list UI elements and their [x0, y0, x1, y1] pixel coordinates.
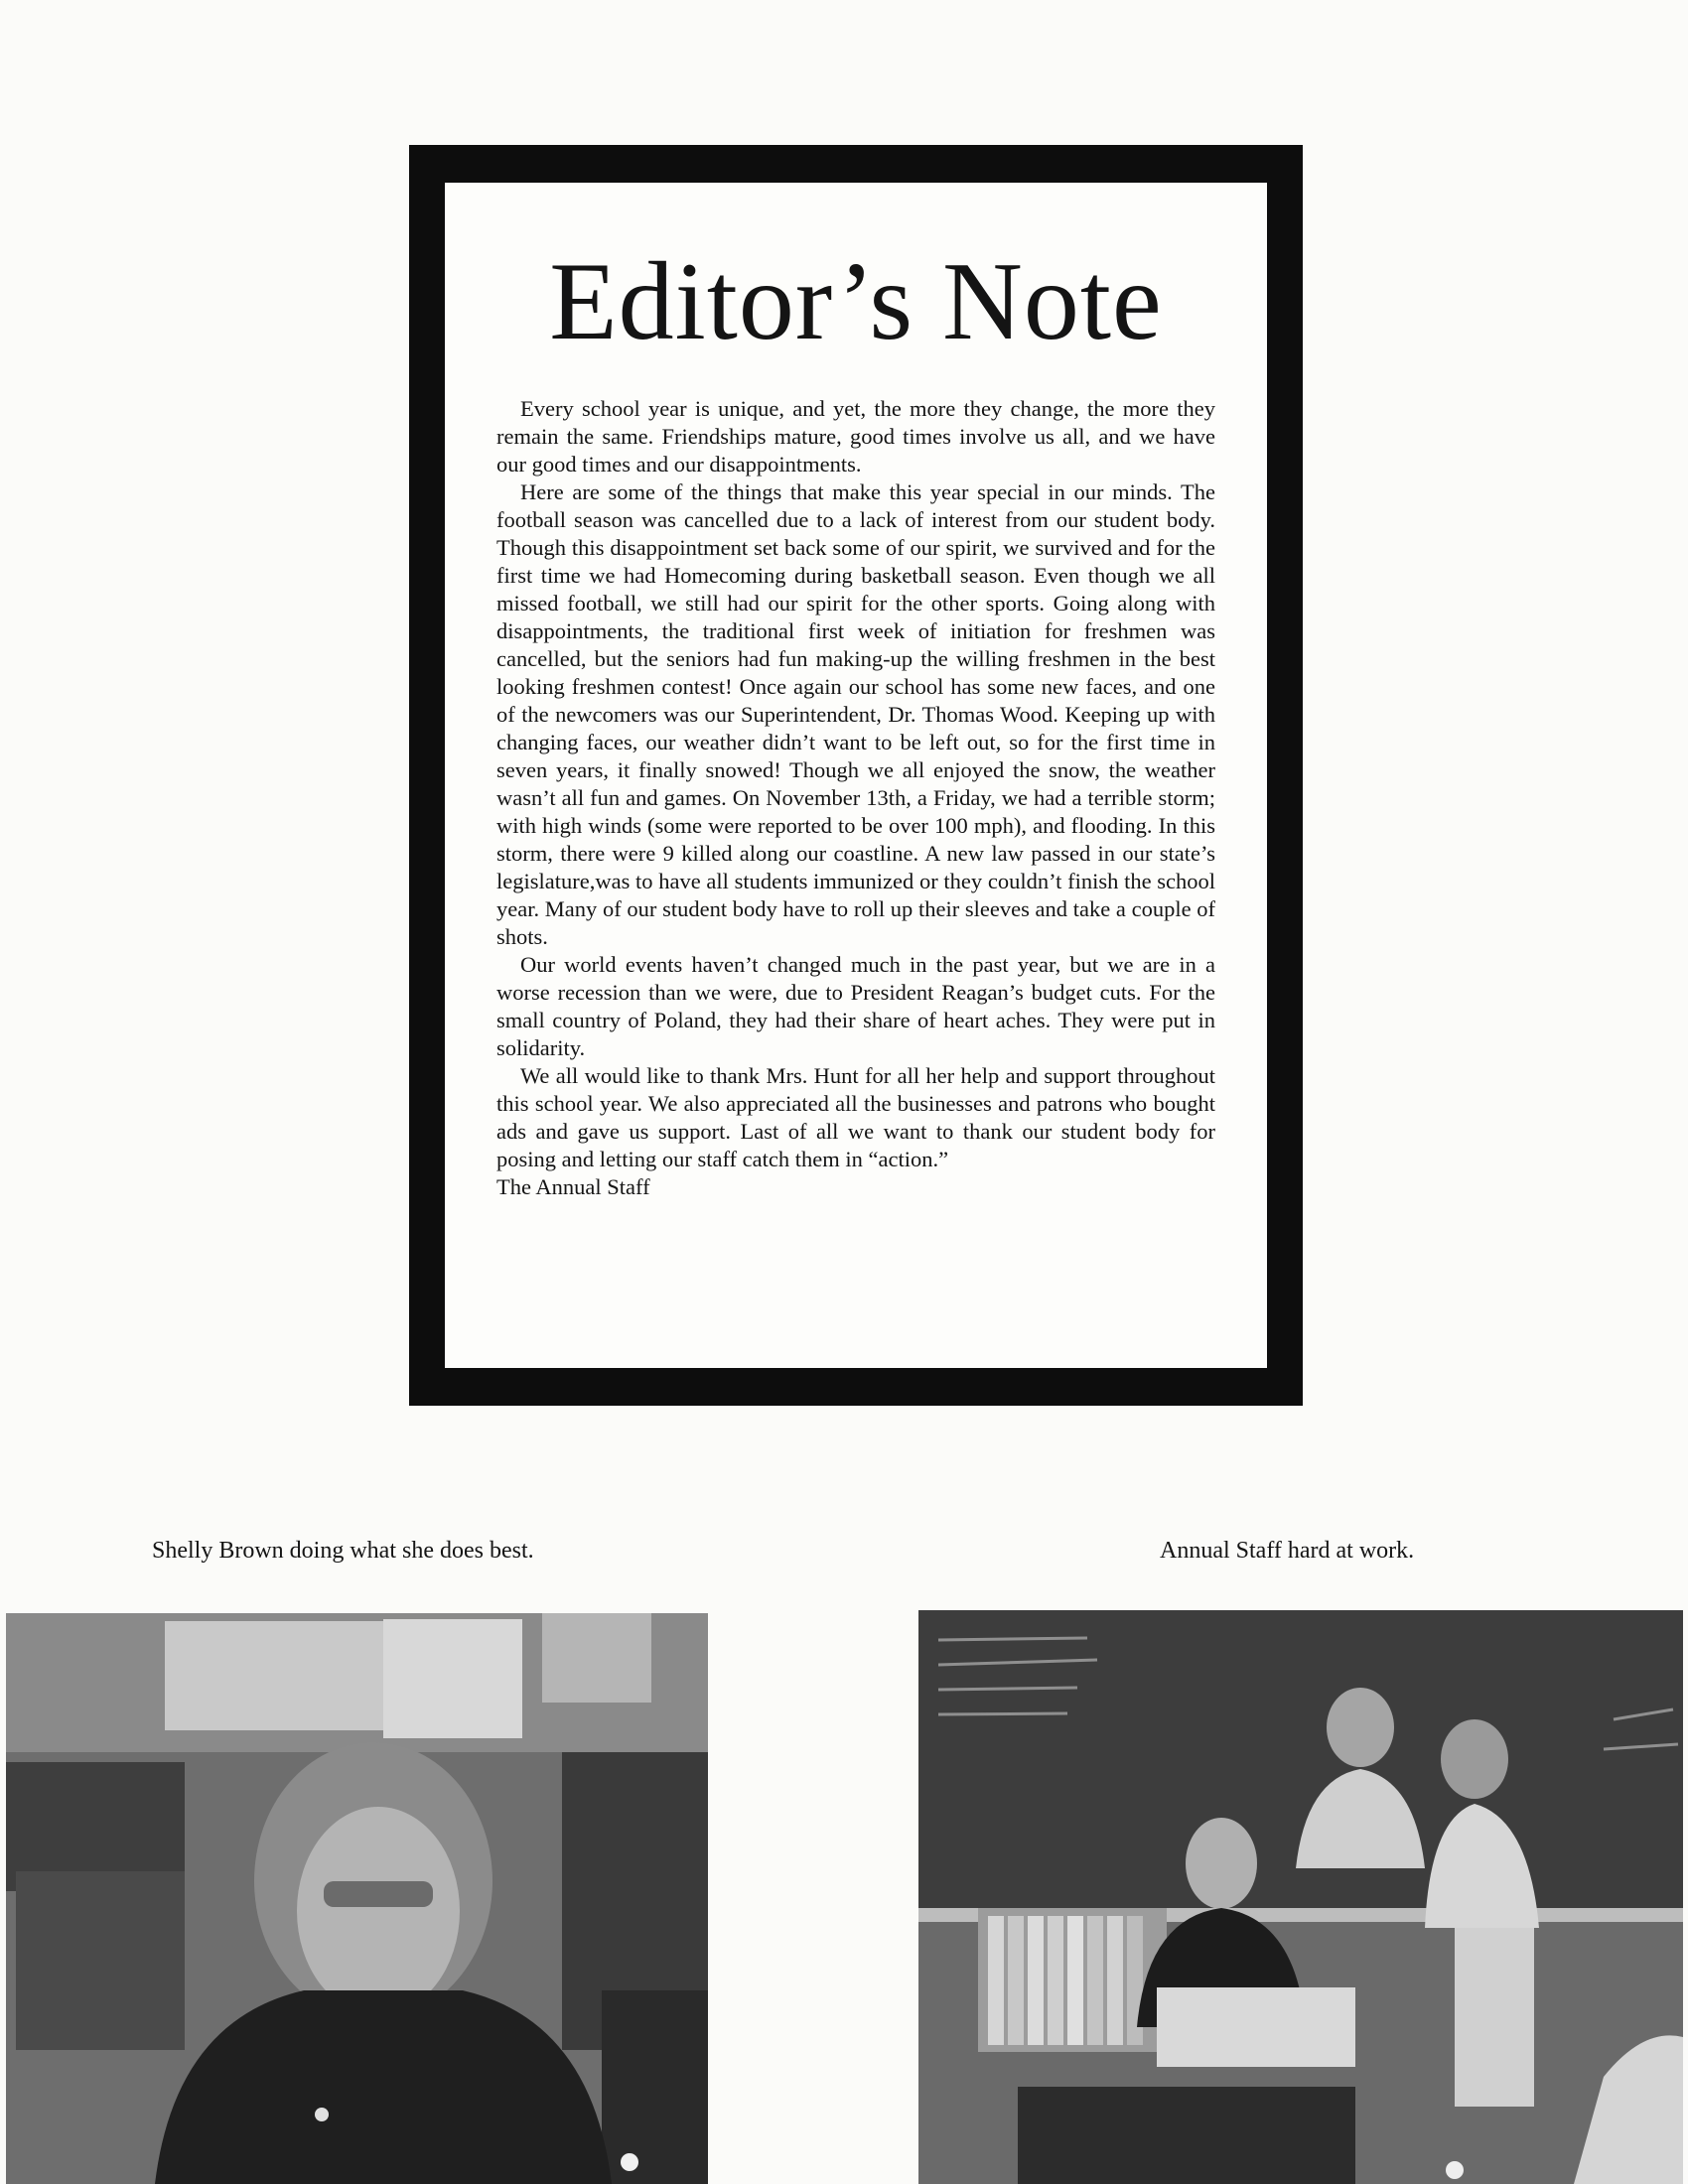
- photo-annual-staff: [918, 1610, 1683, 2184]
- photo-student-portrait: [6, 1613, 708, 2184]
- note-paragraph-4: We all would like to thank Mrs. Hunt for all her help and support throughout this school year. We also appreciated all the businesses and patrons who bought ads and gave us support. Last of all we want to thank our student body for posing and letting our staff catch them in “action.”: [496, 1063, 1215, 1171]
- editors-note-title: Editor’s Note: [549, 240, 1163, 363]
- photo-student-portrait-image: [6, 1613, 708, 2184]
- photo-caption-right: Annual Staff hard at work.: [1160, 1538, 1415, 1564]
- photo-caption-left: Shelly Brown doing what she does best.: [152, 1538, 534, 1564]
- editors-note-panel: [445, 183, 1267, 1368]
- note-paragraph-1: Every school year is unique, and yet, the more they change, the more they remain the same. Friendships mature, good times involve us all, and we have our good times and our disappointments.: [496, 396, 1215, 477]
- note-signature: The Annual Staff: [496, 1174, 650, 1199]
- note-paragraph-2: Here are some of the things that make this year special in our minds. The football season was cancelled due to a lack of interest from our student body. Though this disappointment set back some of our spirit, we survived and for the first time we had Homecoming during basketball season. Even though we all missed football, we still had our spirit for the other sports. Going along with disappointments, the traditional first week of initiation for freshmen was cancelled, but the seniors had fun making-up the willing freshmen in the best looking freshmen contest! Once again our school has some new faces, and one of the newcomers was our Superintendent, Dr. Thomas Wood. Keeping up with changing faces, our weather didn’t want to be left out, so for the first time in seven years, it finally snowed! Though we all enjoyed the snow, the weather wasn’t all fun and games. On November 13th, a Friday, we had a terrible storm; with high winds (some were reported to be over 100 mph), and flooding. In this storm, there were 9 killed along our coastline. A new law passed in our state’s legislature,was to have all students immunized or they couldn’t finish the school year. Many of our student body have to roll up their sleeves and take a couple of shots.: [496, 479, 1215, 949]
- editors-note-frame: [409, 145, 1303, 1406]
- editors-note-body: [496, 395, 1215, 1201]
- note-paragraph-3: Our world events haven’t changed much in the past year, but we are in a worse recession than we were, due to President Reagan’s budget cuts. For the small country of Poland, they had their share of heart aches. They were put in solidarity.: [496, 952, 1215, 1060]
- photo-annual-staff-image: [918, 1610, 1683, 2184]
